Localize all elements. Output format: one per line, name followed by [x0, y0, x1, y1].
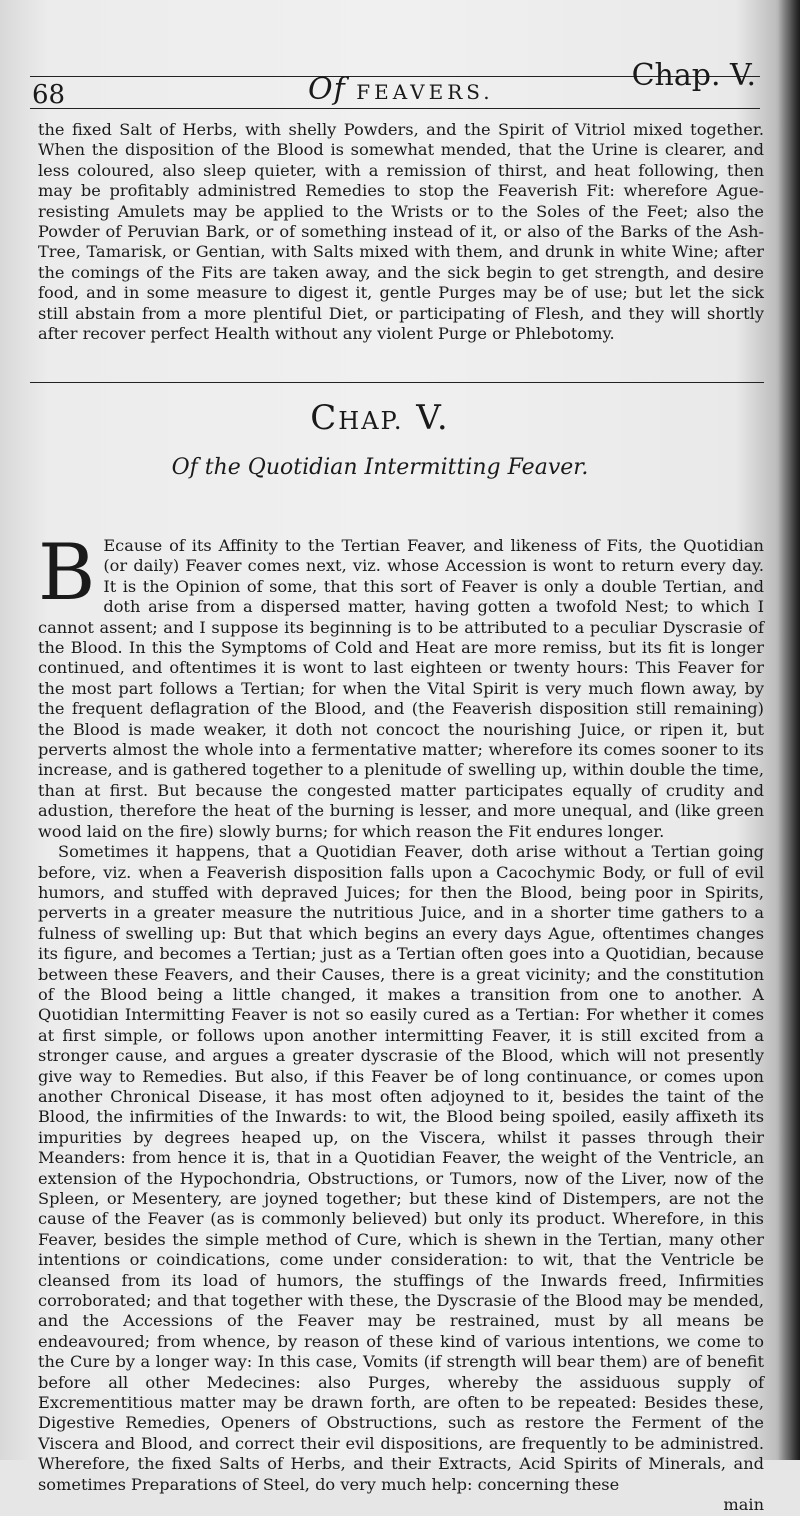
chapter-heading-number: V.: [416, 398, 450, 438]
chapter-heading-word: HAP.: [338, 407, 404, 435]
catchword: main: [723, 1495, 764, 1515]
continuation-paragraph: the fixed Salt of Herbs, with shelly Powders, and the Spirit of Vitriol mixed together. When the disposition of the Blood is somewhat mended, that the Urine is clearer, and less coloured, also sleep quieter, with a remission of thirst, and heat following, then may be profitably administred Remedies to stop the Feaverish Fit: wherefore Ague-resisting Amulets may be applied to the Wrists or to the Soles of the Feet; also the Powder of Peruvian Bark, or of something instead of it, or also of the Barks of the Ash-Tree, Tamarisk, or Gentian, with Salts mixed with them, and drunk in white Wine; after the comings of the Fits are taken away, and the sick begin to get strength, and desire food, and in some measure to digest it, gentle Purges may be of use; but let the sick still abstain from a more plentiful Diet, or participating of Flesh, and they will shortly after recover perfect Health without any violent Purge or Phlebotomy.: [38, 120, 764, 344]
running-title-rest: FEAVERS.: [356, 80, 494, 104]
drop-cap: B: [38, 528, 96, 618]
body-paragraph-2: Sometimes it happens, that a Quotidian Feaver, doth arise without a Tertian going before, viz. when a Feaverish disposition falls upon a Cacochymic Body, or full of evil humors, and stuffed with depraved Juices; for then the Blood, being poor in Spirits, perverts in a greater measure the nutritious Juice, and in a shorter time gathers to a fulness of swelling up: But that which begins an every days Ague, oftentimes changes its figure, and becomes a Tertian; just as a Tertian often goes into a Quotidian, because between these Feavers, and their Causes, there is a great vicinity; and the constitution of the Blood being a little changed, it makes a transition from one to another. A Quotidian Intermitting Feaver is not so easily cured as a Tertian: For whether it comes at first simple, or follows upon another intermitting Feaver, it is still excited from a stronger cause, and argues a greater dyscrasie of the Blood, which will not presently give way to Remedies. But also, if this Feaver be of long continuance, or comes upon another Chronical Disease, it has most often adjoyned to it, besides the taint of the Blood, the infirmities of the Inwards: to wit, the Blood being spoiled, easily affixeth its impurities by degrees heaped up, on the Viscera, whilst it passes through their Meanders: from hence it is, that in a Quotidian Feaver, the weight of the Ventricle, an extension of the Hypochondria, Obstructions, or Tumors, now of the Liver, now of the Spleen, or Mesentery, are joyned together; but these kind of Distempers, are not the cause of the Feaver (as is commonly believed) but only its product. Wherefore, in this Feaver, besides the simple method of Cure, which is shewn in the Tertian, many other intentions or coindications, come under consideration: to wit, that the Ventricle be cleansed from its load of humors, the stuffings of the Inwards freed, Infirmities corroborated; and that together with these, the Dyscrasie of the Blood may be mended, and the Accessions of the Feaver may be restrained, must by all means be endeavoured; from whence, by reason of these kind of various intentions, we come to the Cure by a longer way: In this case, Vomits (if strength will bear them) are of benefit before all other Medecines: also Purges, whereby the assiduous supply of Excrementitious matter may be drawn forth, are often to be repeated: Besides these, Digestive Remedies, Openers of Obstructions, such as restore the Ferment of the Viscera and Blood, and correct their evil dispositions, are frequently to be administred. Wherefore, the fixed Salts of Herbs, and their Extracts, Acid Spirits of Minerals, and sometimes Preparations of Steel, do very much help: concerning these: [38, 842, 764, 1494]
chapter-subtitle: Of the Quotidian Intermitting Feaver.: [171, 455, 589, 480]
chapter-heading-initial: C: [310, 398, 339, 438]
chapter-body: [38, 528, 764, 1516]
header-rule-bottom: [30, 108, 760, 109]
section-divider: [30, 382, 764, 383]
chapter-label: Chap. V.: [631, 58, 756, 93]
running-header: [30, 58, 760, 114]
continuation-text: [38, 120, 764, 344]
chapter-heading: [0, 398, 760, 438]
book-spine-shadow: [778, 0, 800, 1460]
running-title-prefix: Of: [308, 72, 346, 107]
body-paragraph-1: [38, 528, 764, 842]
running-title: [308, 72, 494, 107]
page-number: 68: [32, 80, 66, 110]
body-paragraph-1-text: Ecause of its Affinity to the Tertian Feaver, and likeness of Fits, the Quotidian (or daily) Feaver comes next, viz. whose Accession is wont to return every day. It is the Opinion of some, that this sort of Feaver is only a double Tertian, and doth arise from a dispersed matter, having gotten a twofold Nest; to which I cannot assent; and I suppose its beginning is to be attributed to a peculiar Dyscrasie of the Blood. In this the Symptoms of Cold and Heat are more remiss, but its fit is longer continued, and oftentimes it is wont to last eighteen or twenty hours: This Feaver for the most part follows a Tertian; for when the Vital Spirit is very much flown away, by the frequent deflagration of the Blood, and (the Feaverish disposition still remaining) the Blood is made weaker, it doth not concoct the nourishing Juice, or ripen it, but perverts almost the whole into a fermentative matter; wherefore its comes sooner to its increase, and is gathered together to a plenitude of swelling up, within double the time, than at first. But because the congested matter participates equally of crudity and adustion, therefore the heat of the burning is lesser, and more unequal, and (like green wood laid on the fire) slowly burns; for which reason the Fit endures longer.: [38, 536, 764, 841]
